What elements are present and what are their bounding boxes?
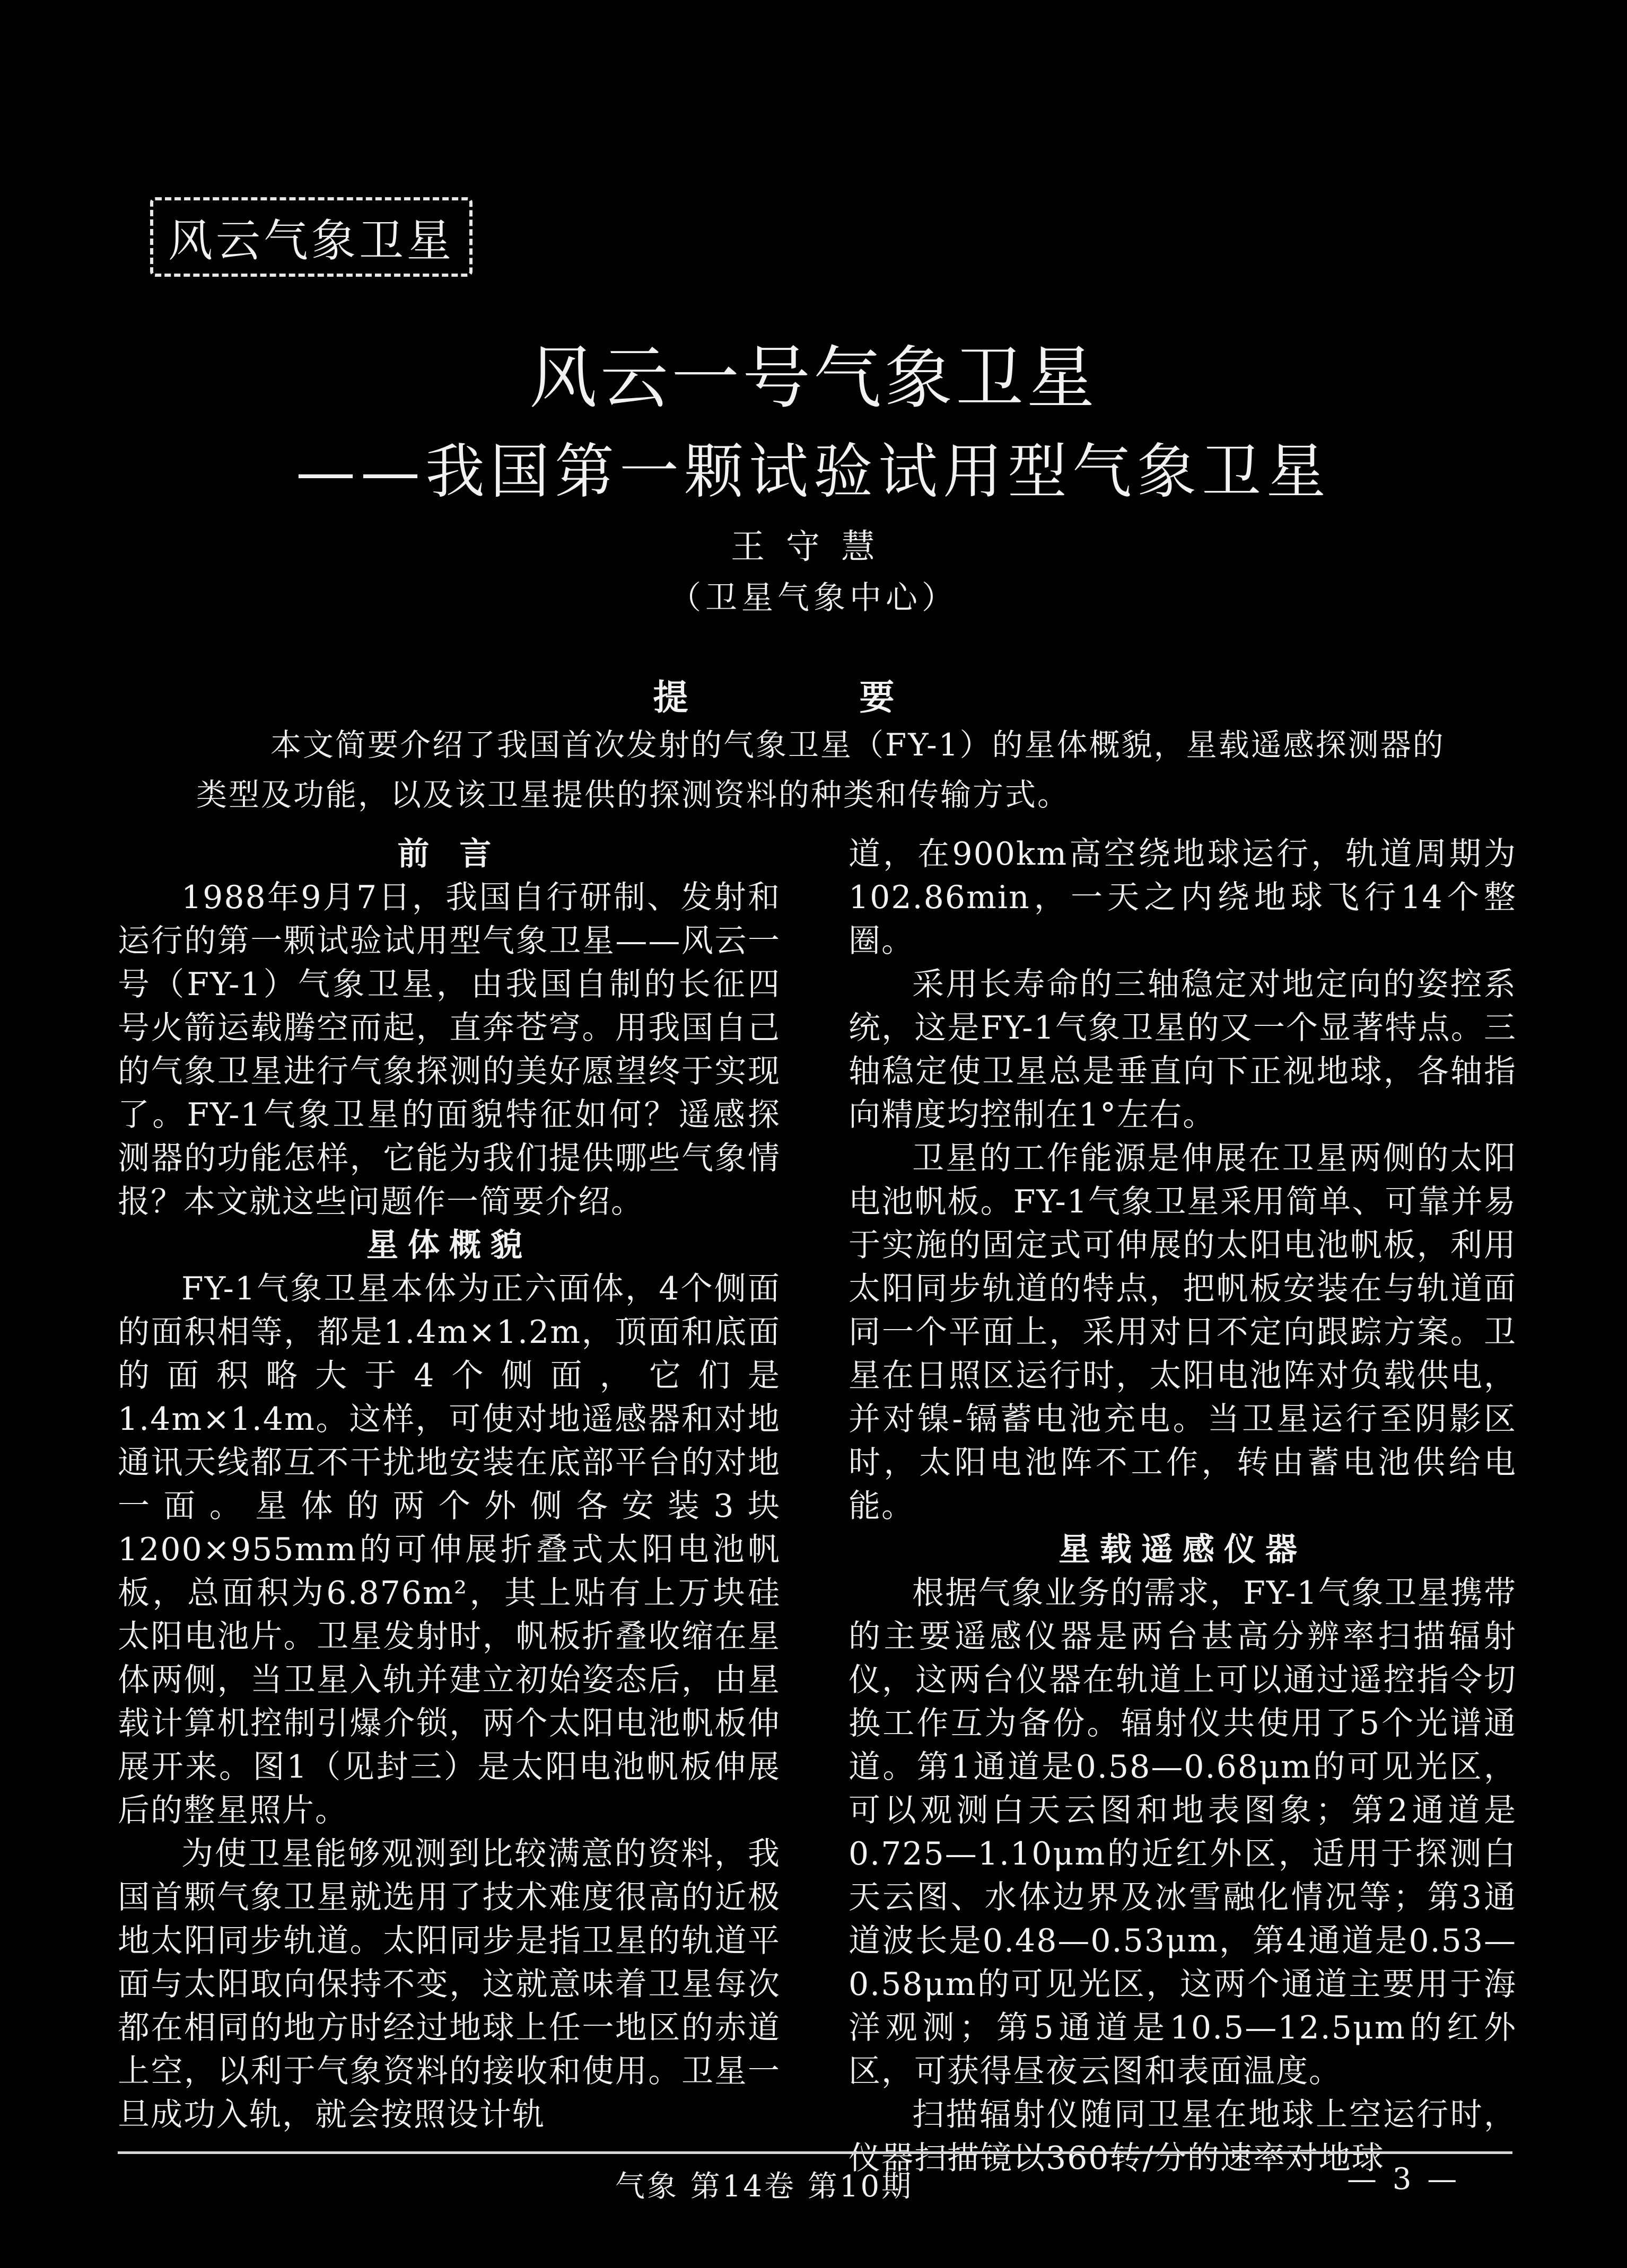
right-column <box>849 832 1517 2180</box>
intro-paragraph: 1988年9月7日，我国自行研制、发射和运行的第一颗试验试用型气象卫星——风云一号（FY-1）气象卫星，由我国自制的长征四号火箭运载腾空而起，直奔苍穹。用我国自己的气象卫星进行气象探测的美好愿望终于实现了。FY-1气象卫星的面貌特征如何？遥感探测器的功能怎样，它能为我们提供哪些气象情报？本文就这些问题作一简要介绍。 <box>118 879 781 1220</box>
power-paragraph: 卫星的工作能源是伸展在卫星两侧的太阳电池帆板。FY-1气象卫星采用简单、可靠并易于实施的固定式可伸展的太阳电池帆板，利用太阳同步轨道的特点，把帆板安装在与轨道面同一个平面上，采用对日不定向跟踪方案。卫星在日照区运行时，太阳电池阵对负载供电，并对镍-镉蓄电池充电。当卫星运行至阴影区时，太阳电池阵不工作，转由蓄电池供给电能。 <box>849 1140 1517 1525</box>
abstract-text: 本文简要介绍了我国首次发射的气象卫星（FY-1）的星体概貌，星载遥感探测器的类型及功能，以及该卫星提供的探测资料的种类和传输方式。 <box>196 727 1445 813</box>
column-tag: 风云气象卫星 <box>150 197 473 277</box>
article-subtitle: ——我国第一颗试验试用型气象卫星 <box>296 437 1331 506</box>
footer-journal: 气象 第14卷 第10期 <box>615 2169 914 2204</box>
attitude-paragraph: 采用长寿命的三轴稳定对地定向的姿控系统，这是FY-1气象卫星的又一个显著特点。三轴稳定使卫星总是垂直向下正视地球，各轴指向精度均控制在1°左右。 <box>849 966 1517 1133</box>
instruments-heading: 星载遥感仪器 <box>1059 1531 1307 1568</box>
body-heading: 星体概貌 <box>366 1227 532 1264</box>
article-title: 风云一号气象卫星 <box>529 339 1098 418</box>
abstract-heading: 提 要 <box>653 676 974 718</box>
intro-heading: 前 言 <box>397 836 501 873</box>
body-paragraph-2: 为使卫星能够观测到比较满意的资料，我国首颗气象卫星就选用了技术难度很高的近极地太阳同步轨道。太阳同步是指卫星的轨道平面与太阳取向保持不变，这就意味着卫星每次都在相同的地方时经过地球上任一地区的赤道上空，以利于气象资料的接收和使用。卫星一旦成功入轨，就会按照设计轨 <box>118 1835 781 2133</box>
left-column <box>118 832 781 2137</box>
footer-rule <box>118 2151 1512 2154</box>
orbit-continuation: 道，在900km高空绕地球运行，轨道周期为102.86min，一天之内绕地球飞行14个整圈。 <box>849 836 1517 960</box>
scanning-paragraph: 扫描辐射仪随同卫星在地球上空运行时，仪器扫描镜以360转/分的速率对地球 <box>849 2096 1517 2177</box>
author: 王守慧 <box>731 528 896 567</box>
body-paragraph-1: FY-1气象卫星本体为正六面体，4个侧面的面积相等，都是1.4m×1.2m，顶面和底面的面积略大于4个侧面，它们是1.4m×1.4m。这样，可使对地遥感器和对地通讯天线都互不干扰地安装在底部平台的对地一面。星体的两个外侧各安装3块1200×955mm的可伸展折叠式太阳电池帆板，总面积为6.876m²，其上贴有上万块硅太阳电池片。卫星发射时，帆板折叠收缩在星体两侧，当卫星入轨并建立初始姿态后，由星载计算机控制引爆介锁，两个太阳电池帆板伸展开来。图1（见封三）是太阳电池帆板伸展后的整星照片。 <box>118 1270 781 1829</box>
page-number: — 3 — <box>1347 2162 1460 2196</box>
affiliation: （卫星气象中心） <box>669 579 958 617</box>
instruments-paragraph: 根据气象业务的需求，FY-1气象卫星携带的主要遥感仪器是两台甚高分辨率扫描辐射仪，这两台仪器在轨道上可以通过遥控指令切换工作互为备份。辐射仪共使用了5个光谱通道。第1通道是0.58—0.68μm的可见光区，可以观测白天云图和地表图象；第2通道是0.725—1.10μm的近红外区，适用于探测白天云图、水体边界及冰雪融化情况等；第3通道波长是0.48—0.53μm，第4通道是0.53—0.58μm的可见光区，这两个通道主要用于海洋观测；第5通道是10.5—12.5μm的红外区，可获得昼夜云图和表面温度。 <box>849 1575 1517 2090</box>
